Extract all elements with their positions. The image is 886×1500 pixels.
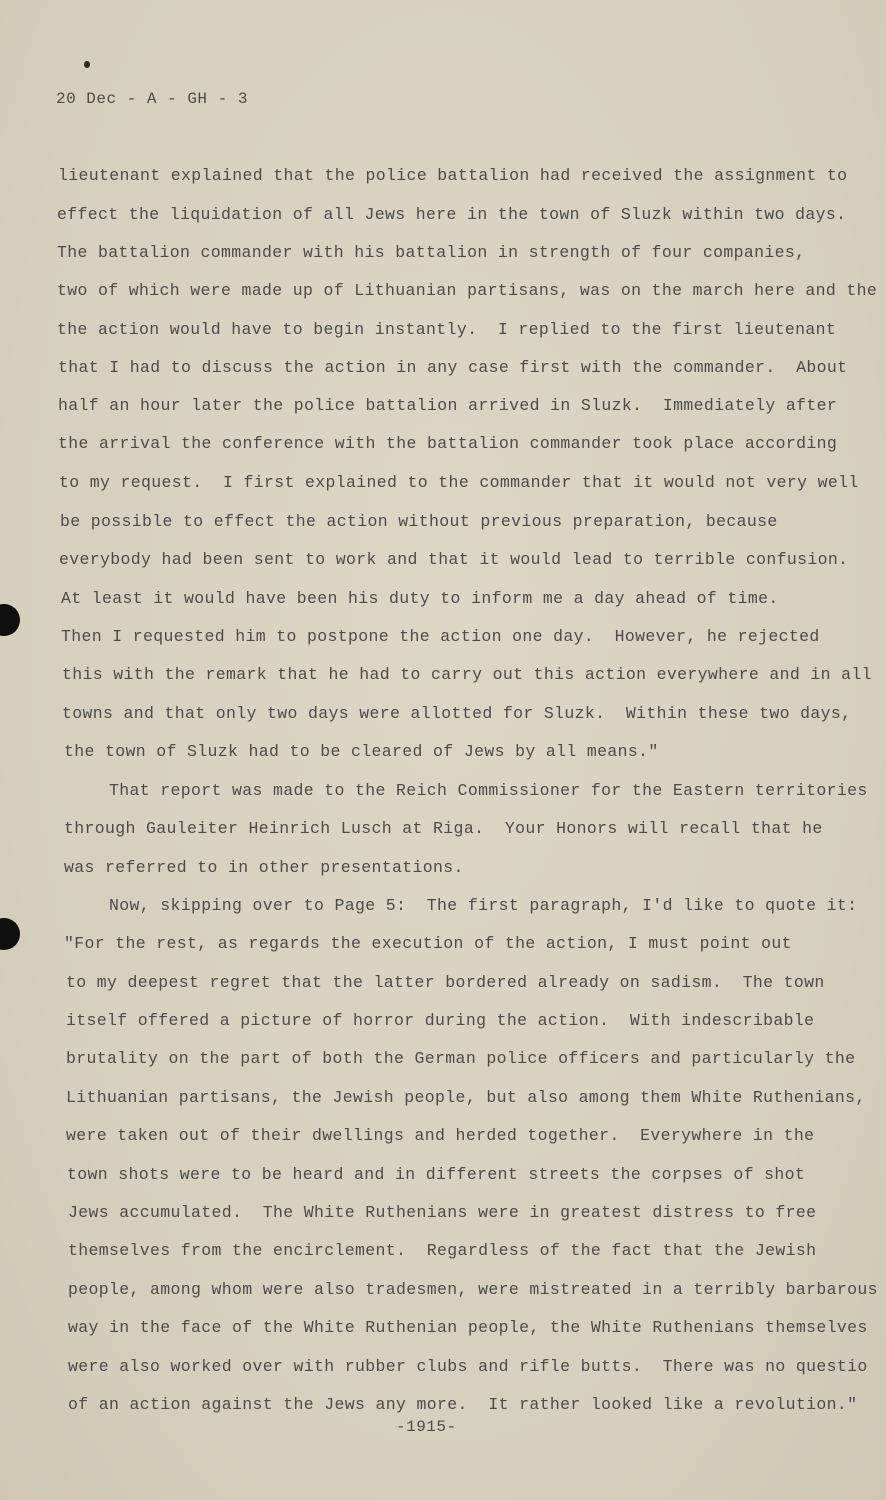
- text-line: lieutenant explained that the police battalion had received the assignment to: [58, 166, 848, 185]
- text-line: At least it would have been his duty to inform me a day ahead of time.: [61, 589, 779, 608]
- punch-hole: [0, 604, 20, 636]
- text-line: Lithuanian partisans, the Jewish people, but also among them White Ruthenians,: [66, 1088, 866, 1107]
- text-line: Then I requested him to postpone the action one day. However, he rejected: [61, 627, 820, 646]
- text-line: The battalion commander with his battalion in strength of four companies,: [57, 243, 806, 262]
- text-line: to my request. I first explained to the commander that it would not very well: [59, 473, 859, 492]
- text-line: the arrival the conference with the battalion commander took place according: [58, 434, 838, 453]
- text-line: themselves from the encirclement. Regardless of the fact that the Jewish: [68, 1241, 817, 1260]
- text-line: everybody had been sent to work and that it would lead to terrible confusion.: [59, 550, 849, 569]
- text-line: were taken out of their dwellings and herded together. Everywhere in the: [66, 1126, 815, 1145]
- text-line: that I had to discuss the action in any case first with the commander. About: [58, 358, 848, 377]
- text-line: brutality on the part of both the German police officers and particularly the: [66, 1049, 856, 1068]
- text-line: effect the liquidation of all Jews here in the town of Sluzk within two days.: [57, 205, 847, 224]
- text-line: people, among whom were also tradesmen, were mistreated in a terribly barbarous: [68, 1280, 878, 1299]
- text-line: to my deepest regret that the latter bordered already on sadism. The town: [66, 973, 825, 992]
- text-line: through Gauleiter Heinrich Lusch at Riga. Your Honors will recall that he: [64, 819, 823, 838]
- ink-mark: [84, 61, 90, 68]
- text-line: were also worked over with rubber clubs and rifle butts. There was no questio: [68, 1357, 868, 1376]
- text-line: half an hour later the police battalion arrived in Sluzk. Immediately after: [58, 396, 838, 415]
- text-line: town shots were to be heard and in different streets the corpses of shot: [67, 1165, 806, 1184]
- text-line: Jews accumulated. The White Ruthenians were in greatest distress to free: [68, 1203, 817, 1222]
- text-line: the town of Sluzk had to be cleared of Jews by all means.": [64, 742, 659, 761]
- text-line: towns and that only two days were allotted for Sluzk. Within these two days,: [62, 704, 852, 723]
- text-line: "For the rest, as regards the execution of the action, I must point out: [64, 934, 792, 953]
- punch-hole: [0, 918, 20, 950]
- text-line: way in the face of the White Ruthenian people, the White Ruthenians themselves: [68, 1318, 868, 1337]
- text-line: the action would have to begin instantly. I replied to the first lieutenant: [57, 320, 837, 339]
- text-line: this with the remark that he had to carry out this action everywhere and in all: [62, 665, 872, 684]
- page-header: 20 Dec - A - GH - 3: [56, 90, 248, 108]
- page-number: -1915-: [396, 1418, 457, 1436]
- text-line: be possible to effect the action without previous preparation, because: [60, 512, 778, 531]
- text-line: was referred to in other presentations.: [64, 858, 464, 877]
- text-line: two of which were made up of Lithuanian partisans, was on the march here and the: [57, 281, 878, 300]
- text-line: Now, skipping over to Page 5: The first paragraph, I'd like to quote it:: [68, 896, 858, 915]
- text-line: itself offered a picture of horror during the action. With indescribable: [66, 1011, 815, 1030]
- text-line: of an action against the Jews any more. It rather looked like a revolution.": [68, 1395, 858, 1414]
- text-line: That report was made to the Reich Commissioner for the Eastern territories: [68, 781, 868, 800]
